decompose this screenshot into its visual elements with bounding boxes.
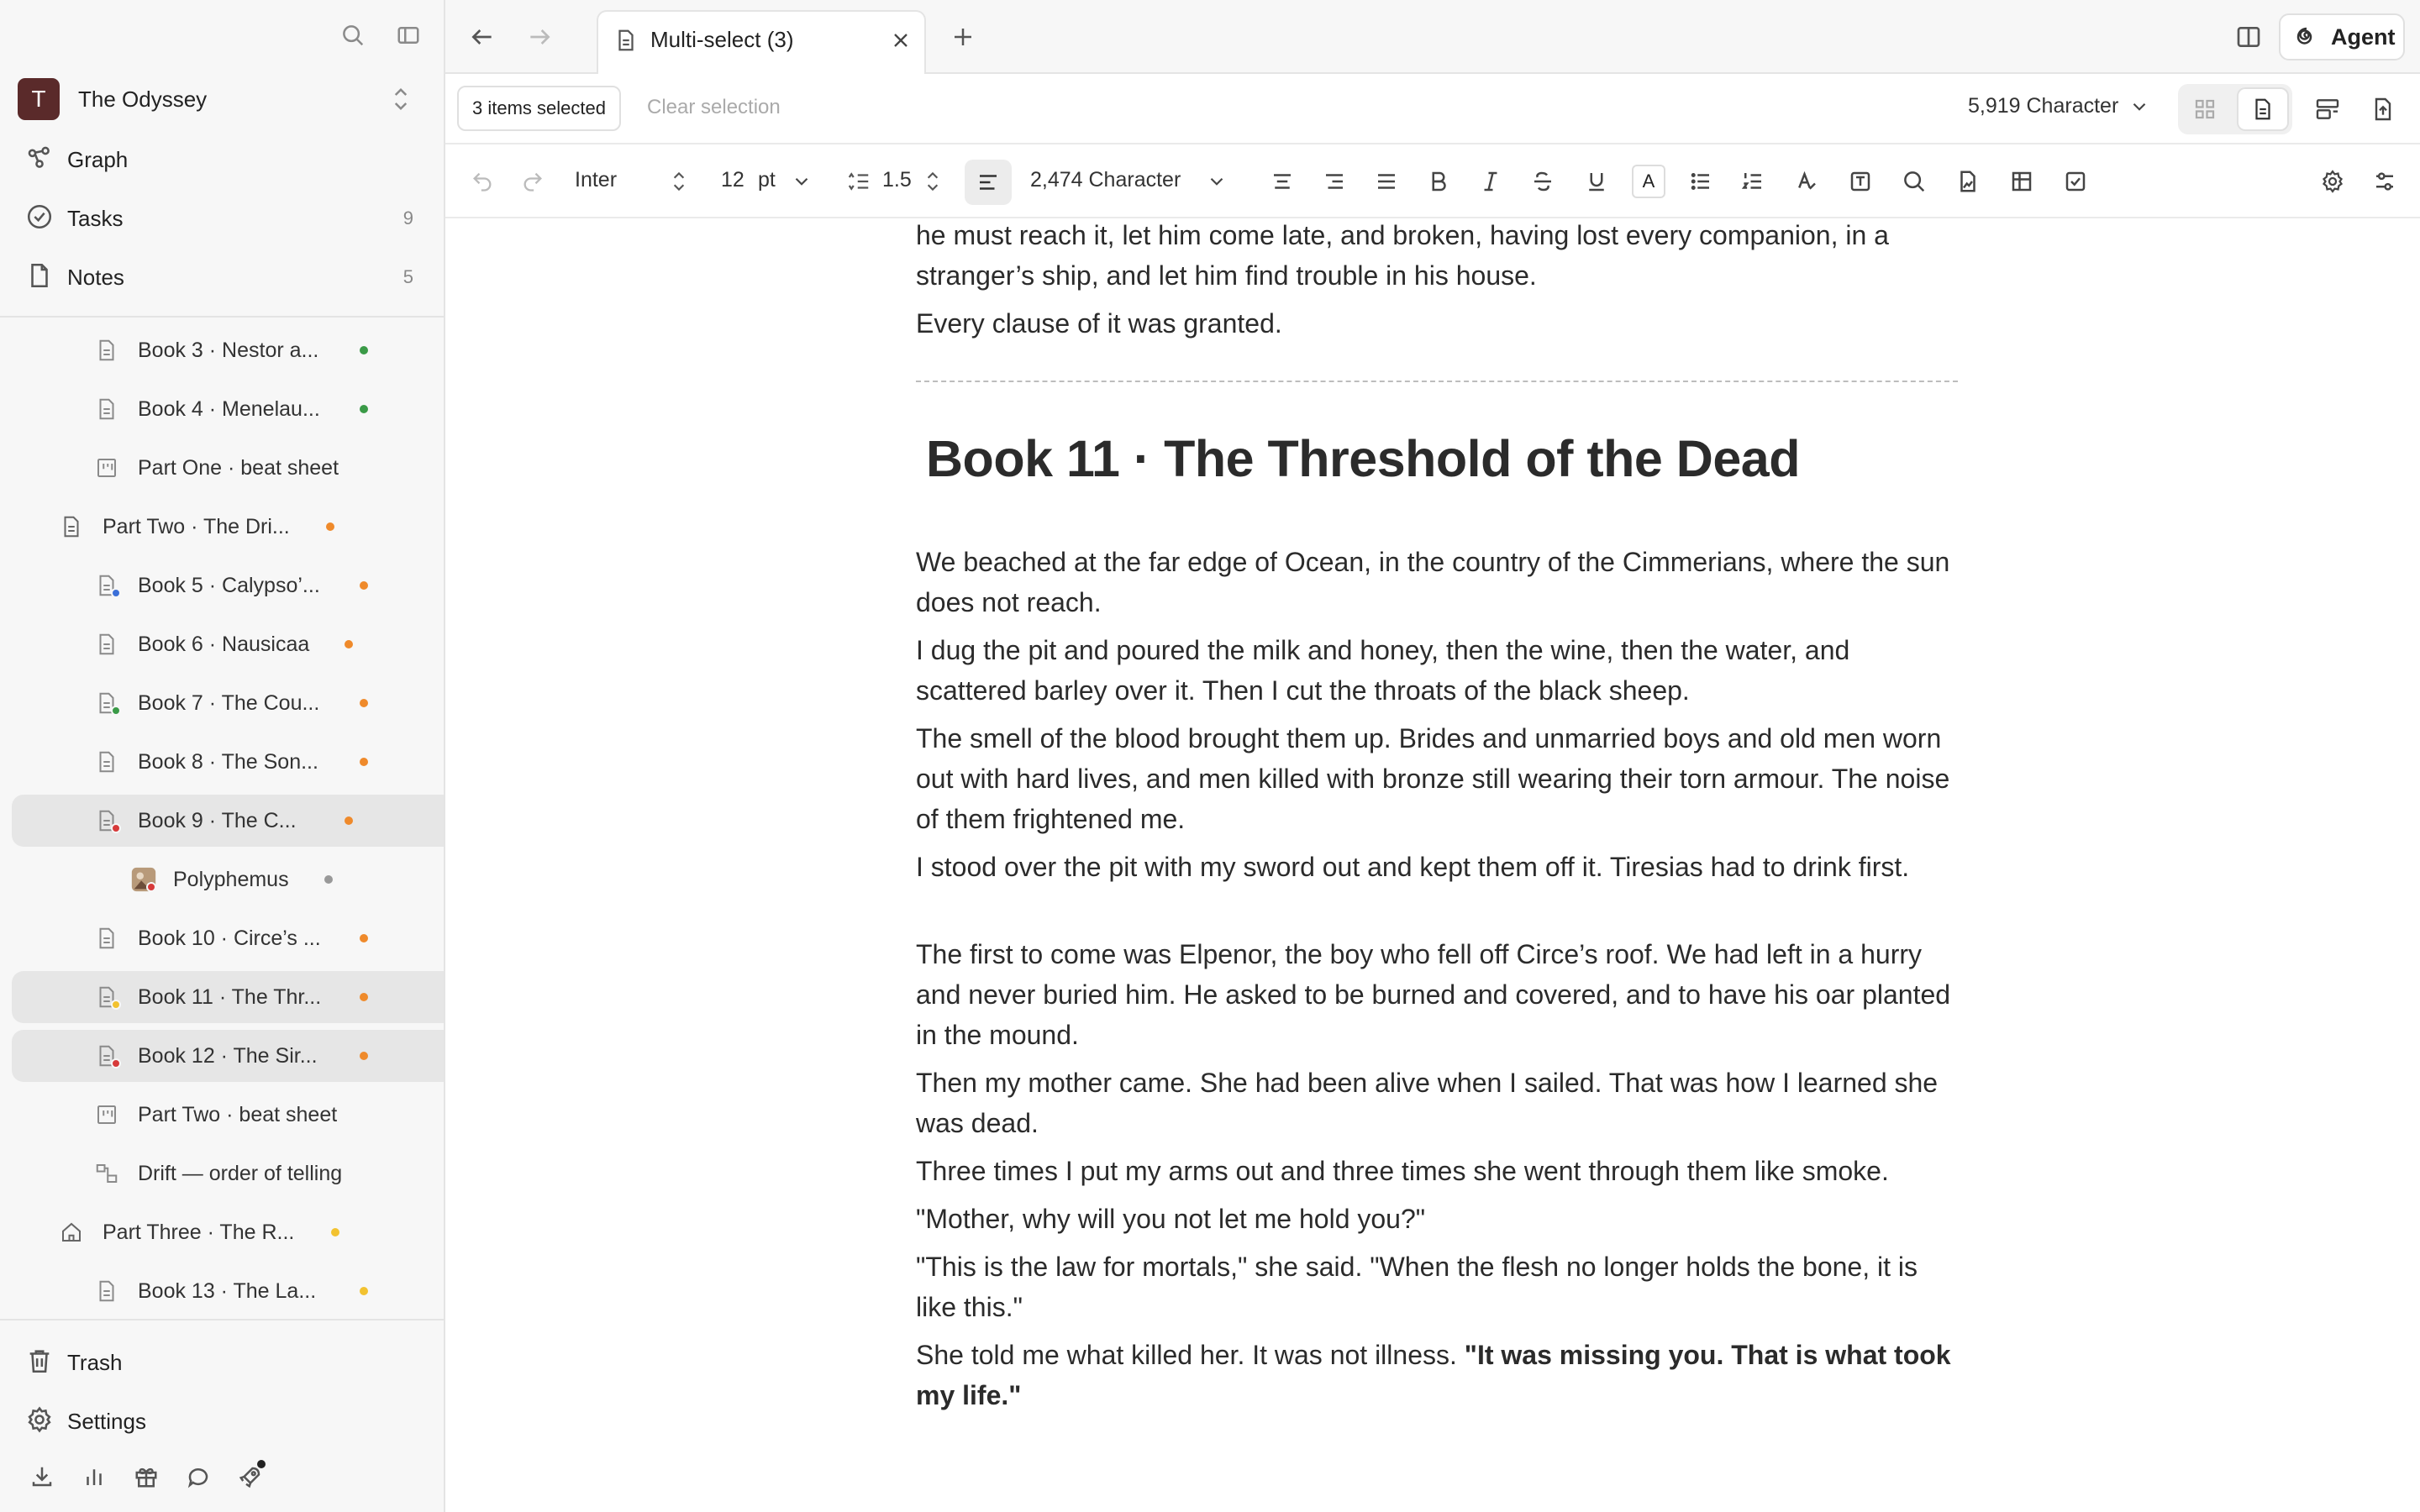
redo-icon[interactable] — [516, 165, 550, 198]
rocket-icon[interactable] — [234, 1460, 267, 1494]
nav-notes[interactable] — [0, 252, 437, 302]
sidebar-divider — [0, 1319, 444, 1320]
selection-bar — [445, 74, 2420, 144]
tree-item[interactable] — [0, 501, 444, 553]
document-icon — [94, 338, 119, 363]
tree-item-label: Book 11 · The Thr... — [138, 984, 322, 1009]
chevron-up-down-icon[interactable] — [662, 165, 696, 198]
paragraph: The smell of the blood brought them up. Brides and unmarried boys and old men worn out with hard lives, and men killed with bronze still wearing their torn armour. The noise of them frightened me. — [916, 723, 1950, 834]
document-icon — [94, 749, 119, 774]
status-badge — [111, 1058, 121, 1068]
agent-spiral-icon — [2294, 24, 2319, 50]
status-dot — [360, 1052, 368, 1060]
nav-label: Settings — [67, 1408, 146, 1434]
note-icon — [25, 261, 54, 290]
nav-settings[interactable] — [0, 1396, 437, 1446]
tree-item[interactable] — [0, 618, 444, 670]
sidebar — [0, 0, 445, 1512]
document-icon — [94, 632, 119, 657]
workspace-switcher[interactable] — [13, 77, 422, 121]
status-badge — [146, 882, 156, 892]
status-dot — [360, 581, 368, 590]
status-dot — [360, 405, 368, 413]
tree-item[interactable] — [0, 736, 444, 788]
status-dot — [360, 346, 368, 354]
tree-item[interactable] — [0, 853, 444, 906]
nav-tasks[interactable] — [0, 193, 437, 244]
clear-format-icon[interactable] — [1790, 165, 1823, 198]
tree-item[interactable] — [0, 442, 444, 494]
status-dot — [360, 934, 368, 942]
tree-item[interactable] — [0, 1089, 444, 1141]
document-icon — [94, 926, 119, 951]
tree-item-label: Part Two · beat sheet — [138, 1102, 338, 1126]
document-icon — [94, 396, 119, 422]
agent-button[interactable] — [2279, 13, 2405, 60]
format-toolbar — [445, 146, 2420, 218]
chevron-down-icon[interactable] — [1200, 165, 1234, 198]
paragraph: "Mother, why will you not let me hold you?" — [916, 1204, 1426, 1234]
undo-icon[interactable] — [466, 165, 499, 198]
status-dot — [360, 993, 368, 1001]
paragraph-bold-text: "It was missing you. That is what took my life." — [916, 1340, 1951, 1410]
tab-bar — [445, 0, 2420, 74]
tree-item-label: Book 10 · Circe’s ... — [138, 926, 321, 950]
insert-image-icon[interactable] — [1951, 165, 1985, 198]
paragraph: The first to come was Elpenor, the boy who fell off Circe’s roof. We had left in a hurry and never buried him. He asked to be burned and covered, and to have his oar planted in the mound. — [916, 939, 1951, 1050]
tree-item[interactable] — [12, 971, 444, 1023]
status-badge — [111, 823, 121, 833]
align-left-button[interactable] — [965, 160, 1012, 205]
gear-icon — [25, 1405, 54, 1434]
status-dot — [360, 1287, 368, 1295]
status-dot — [345, 816, 353, 825]
view-mode-group — [2178, 84, 2292, 134]
status-dot — [360, 758, 368, 766]
document-icon — [613, 27, 639, 54]
numbered-list-icon[interactable] — [1736, 165, 1770, 198]
tree-item-label: Book 3 · Nestor a... — [138, 338, 319, 362]
beat-sheet-icon — [94, 455, 119, 480]
status-dot — [360, 699, 368, 707]
export-icon[interactable] — [2366, 92, 2400, 126]
nav-graph[interactable] — [0, 134, 437, 185]
tree-item[interactable] — [0, 383, 444, 435]
gift-icon[interactable] — [129, 1460, 163, 1494]
underline-icon[interactable] — [1580, 165, 1613, 198]
forward-arrow-icon[interactable] — [523, 20, 556, 54]
status-dot — [331, 1228, 339, 1236]
status-dot — [324, 875, 333, 884]
tree-item[interactable] — [0, 559, 444, 612]
items-selected-pill[interactable]: 3 items selected — [457, 86, 621, 131]
align-justify-icon[interactable] — [1370, 165, 1403, 198]
paragraph: I dug the pit and poured the milk and honey, then the wine, then the water, and scattered barley over it. Then I cut the throats of the black sheep. — [916, 635, 1850, 706]
nav-count: 9 — [402, 207, 413, 228]
chevron-up-down-icon — [388, 84, 413, 114]
line-height-icon[interactable] — [842, 165, 876, 198]
tree-item[interactable] — [0, 912, 444, 964]
chapter-heading: Book 11 · The Threshold of the Dead — [926, 430, 1800, 487]
layout-icon[interactable] — [2311, 92, 2344, 126]
sliders-icon[interactable] — [2368, 165, 2402, 198]
clear-selection-link[interactable]: Clear selection — [647, 96, 781, 118]
tree-item[interactable] — [0, 1206, 444, 1258]
split-view-icon[interactable] — [2232, 20, 2265, 54]
agent-label: Agent — [2331, 24, 2396, 50]
tree-item-label: Book 5 · Calypso’... — [138, 573, 320, 597]
part-home-icon — [59, 1220, 84, 1245]
sidebar-footer — [25, 1460, 267, 1494]
nav-label: Trash — [67, 1349, 123, 1375]
character-count-select[interactable]: 2,474 Character — [1030, 168, 1181, 192]
graph-icon — [25, 144, 54, 172]
align-left-icon — [976, 170, 1001, 195]
tab-multi-select[interactable] — [597, 10, 926, 74]
search-icon[interactable] — [336, 18, 370, 52]
trash-icon — [25, 1347, 54, 1375]
nav-label: Notes — [67, 264, 124, 290]
close-icon[interactable] — [889, 29, 913, 52]
sidebar-toggle-icon[interactable] — [392, 18, 425, 52]
document-icon — [94, 1278, 119, 1304]
status-dot — [326, 522, 334, 531]
italic-icon[interactable] — [1474, 165, 1507, 198]
tab-label: Multi-select (3) — [650, 27, 794, 52]
paragraph-group-2 — [916, 934, 1958, 1327]
workspace-avatar: T — [18, 78, 60, 120]
tree-item-label: Polyphemus — [173, 867, 289, 891]
text-box-icon[interactable] — [1844, 165, 1877, 198]
tree-item[interactable] — [0, 324, 444, 376]
status-badge — [111, 706, 121, 716]
tree-item-label: Book 8 · The Son... — [138, 749, 318, 774]
paragraph: Three times I put my arms out and three times she went through them like smoke. — [916, 1156, 1889, 1186]
strikethrough-icon[interactable] — [1526, 165, 1560, 198]
font-family-select[interactable]: Inter — [575, 168, 618, 192]
bold-icon[interactable] — [1422, 165, 1455, 198]
tree-item-label: Part Two · The Dri... — [103, 514, 290, 538]
font-size-value[interactable]: 12 — [721, 168, 744, 192]
paragraph: he must reach it, let him come late, and broken, having lost every companion, in a stranger’s ship, and let him find trouble in his house. — [916, 220, 1889, 291]
tree-item-label: Book 6 · Nausicaa — [138, 632, 310, 656]
tree-item[interactable] — [0, 1265, 444, 1317]
workspace-name: The Odyssey — [78, 86, 208, 112]
status-badge — [111, 1000, 121, 1010]
document-view-icon[interactable] — [2237, 87, 2289, 131]
tree-item-label: Drift — order of telling — [138, 1161, 343, 1185]
document-icon — [59, 514, 84, 539]
tree-item[interactable] — [12, 795, 444, 847]
tree-item[interactable] — [0, 1147, 444, 1200]
paragraph-text: She told me what killed her. It was not illness. — [916, 1340, 1465, 1370]
nav-count: 5 — [402, 266, 413, 287]
font-size-unit[interactable]: pt — [758, 168, 776, 192]
bullet-list-icon[interactable] — [1684, 165, 1718, 198]
paragraph: Then my mother came. She had been alive when I sailed. That was how I learned she was dead. — [916, 1068, 1939, 1138]
align-right-icon[interactable] — [1318, 165, 1351, 198]
flowchart-icon — [94, 1161, 119, 1186]
download-icon[interactable] — [25, 1460, 59, 1494]
find-icon[interactable] — [1897, 165, 1931, 198]
checkbox-icon[interactable] — [2059, 165, 2092, 198]
gear-icon[interactable] — [2316, 165, 2349, 198]
stats-icon[interactable] — [77, 1460, 111, 1494]
section-divider — [916, 381, 1958, 382]
tree-item-label: Book 9 · The C... — [138, 808, 297, 832]
chevron-up-down-icon[interactable] — [916, 165, 950, 198]
paragraph: "This is the law for mortals," she said. "When the flesh no longer holds the bone, it is like this." — [916, 1252, 1918, 1322]
beat-sheet-icon — [94, 1102, 119, 1127]
chevron-down-icon — [2128, 96, 2150, 118]
tree-item-label: Book 4 · Menelau... — [138, 396, 320, 421]
sidebar-top-actions — [336, 18, 425, 52]
tree-item-label: Book 12 · The Sir... — [138, 1043, 318, 1068]
check-circle-icon — [25, 202, 54, 231]
intro-paragraphs — [916, 220, 1958, 344]
tree-item[interactable] — [0, 677, 444, 729]
total-character-count[interactable] — [1968, 94, 2150, 118]
tree-item-label: Part One · beat sheet — [138, 455, 339, 480]
tree-item-label: Book 7 · The Cou... — [138, 690, 320, 715]
new-tab-plus-icon[interactable] — [946, 20, 980, 54]
paragraph — [916, 1335, 1958, 1415]
table-icon[interactable] — [2005, 165, 2039, 198]
text-color-button[interactable]: A — [1632, 165, 1665, 198]
tree-item[interactable] — [12, 1030, 444, 1082]
document-tree — [0, 319, 444, 1319]
main-area — [445, 0, 2420, 1512]
grid-view-icon[interactable] — [2188, 92, 2222, 126]
paragraph-group-1 — [916, 542, 1958, 887]
paragraph: I stood over the pit with my sword out and kept them off it. Tiresias had to drink first. — [916, 852, 1910, 882]
document-body[interactable] — [916, 220, 1958, 1512]
nav-trash[interactable] — [0, 1337, 437, 1388]
tree-item-label: Book 13 · The La... — [138, 1278, 317, 1303]
total-character-label: 5,919 Character — [1968, 94, 2119, 118]
back-arrow-icon[interactable] — [466, 20, 499, 54]
paragraph: Every clause of it was granted. — [916, 308, 1282, 339]
paragraph: We beached at the far edge of Ocean, in the country of the Cimmerians, where the sun does not reach. — [916, 547, 1950, 617]
nav-label: Tasks — [67, 205, 124, 231]
status-dot — [345, 640, 353, 648]
status-badge — [111, 588, 121, 598]
sidebar-divider — [0, 316, 444, 318]
chevron-down-icon[interactable] — [785, 165, 818, 198]
chat-icon[interactable] — [182, 1460, 215, 1494]
nav-label: Graph — [67, 146, 129, 172]
align-center-icon[interactable] — [1265, 165, 1299, 198]
tree-item-label: Part Three · The R... — [103, 1220, 295, 1244]
line-height-value[interactable]: 1.5 — [882, 168, 912, 192]
